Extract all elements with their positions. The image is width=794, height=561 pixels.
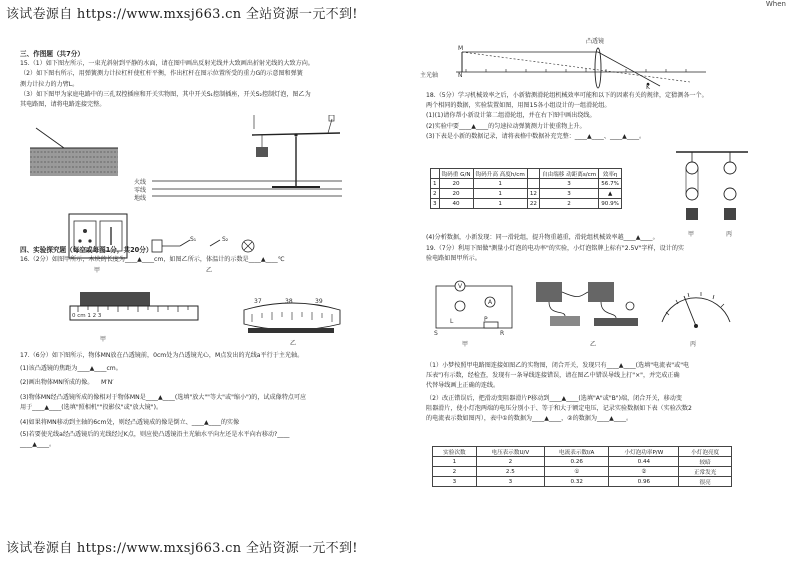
ruler-figure [68,290,203,330]
lens-label-convex: 凸透镜 [586,38,605,45]
table18-header [527,169,539,179]
fig-label-jia-3: 甲 [688,231,695,238]
table-cell: 3 [539,179,598,189]
table-cell: 0.44 [609,457,679,467]
q19-2a: （2）改正错误后，把滑动变阻器滑片P移动到____▲____(选填"A"或"B")端，闭合开关，移动变 [426,394,682,402]
table-cell: 2 [433,467,477,477]
q15-2b: 测力计拉力的力臂L。 [20,80,79,88]
table-cell: 2 [539,199,598,209]
section4-block [20,246,380,266]
table19-header: 小灯泡功率P/W [609,447,679,457]
q17-2-label: M′N′ [101,379,114,387]
table-cell: ▲ [599,189,622,199]
right-page [410,32,783,554]
table-cell: 0.96 [609,477,679,487]
q17-2-text: (2)画出物体MN所成的像。 [20,379,94,387]
lens-label-n: N [458,72,463,79]
q18-intro-b: 两个相同的数据，实验装置如图，用图15各小组设计的一组滑轮组。 [426,102,611,110]
q17-3b: 用于____▲____(选填"照相机""投影仪"或"放大镜")。 [20,403,163,411]
table-cell: 0.32 [545,477,609,487]
water-surface-figure [30,126,120,178]
switch-label-s2: S₂ [222,236,229,243]
table-cell: ② [609,467,679,477]
q19-1b: 压表")有示数，经检查，发现有一条导线连接错误，请在图乙中错误导线上打"×"，并完成正确 [426,372,680,380]
table-cell: 3 [539,189,598,199]
lens-ray-diagram [450,38,710,90]
table-cell: 56.7% [599,179,622,189]
table-row [431,199,622,209]
q18-1: (1)(1)请你帮小新设计第二组滑轮组，并在右下图中画出绕线。 [426,112,596,120]
q19-2c: 的电流表示数如图丙），表中①的数据为____▲____，②的数据为____▲____。 [426,415,633,423]
lens-label-m: M [458,45,464,52]
pulley-data-table [430,168,622,209]
q17-4: (4)如果将MN移动到主轴的6cm处，则经凸透镜成的像是倒立、____▲____的实像 [20,418,240,426]
q16-text: 16.（2分）如图甲所示，木块的长度为____▲____cm，如图乙所示，体温计的示数是____▲____℃ [20,256,285,264]
section4-heading: 四、实验探究题（每空或每图1分，共20分） [20,246,153,254]
q18-3: (3)下表是小新的数据记录，请将表格中数据补充完整：____▲____、____▲____。 [426,132,646,140]
q17-2 [20,379,380,388]
table18-header: 钩码升高 高度h/cm [473,169,527,179]
table-row [431,179,622,189]
q17-intro: 17.（6分）如下图所示，物体MN放在凸透镜前，0cm处为凸透镜光心，M点发出的光线a平行于主光轴。 [20,352,304,359]
table-cell: 很亮 [679,477,732,487]
q19-1a: （1）小梦按照甲电路图连接如图乙的实物图，闭合开关，发现只有____▲____(选填"电流表"或"电 [426,362,690,369]
table-cell: 3 [433,477,477,487]
table-cell: 1 [433,457,477,467]
q15-1: 15.（1）如下图左所示，一束光斜射到平静的水面，请在图中画出反射光线并大致画出折射光线的大致方向。 [20,60,314,68]
table18-header [431,169,440,179]
q19-block [426,362,782,426]
q18-2: (2)实验中要____▲____的匀速拉动弹簧测力计使重物上升。 [426,122,586,130]
corner-mark: When [765,0,786,8]
q15-3b: 其电路图，请将电路连接完整。 [20,100,106,108]
watermark-top: 该试卷源自 https://www.mxsj663.cn 全站资源一元不到! [6,7,358,22]
q15-3a: （3）如下图甲为家庭电路中的三孔双控插座和开关实物图，其中开关S₁控制插座，开关S₂控制灯泡，图乙为 [20,90,311,98]
table18-header: 钩码重 G/N [439,169,473,179]
fig-label-bing-1: 丙 [726,231,733,238]
q17-block [20,352,380,452]
q17-5b: ____▲____。 [20,441,56,449]
lens-label-axis: 主光轴 [420,72,439,79]
table-cell: 1 [473,189,527,199]
table-row [433,457,732,467]
table19-header-row [433,447,732,457]
table-row [433,477,732,487]
circuit-label-a: A [488,299,493,306]
table18-header: 效率η [599,169,622,179]
circuit-label-l: L [450,318,454,325]
left-page-text [20,50,380,111]
fig-label-jia-2: 甲 [100,336,107,343]
table19-header: 小灯泡亮度 [679,447,732,457]
q17-3a: (3)物体MN经凸透镜所成的像相对于物体MN是____▲____(选填"放大""等大"或"缩小")的，试成像特点可应 [20,393,307,401]
table-cell: 22 [527,199,539,209]
wire-label-neutral: 零线 [134,187,147,194]
q17-1: (1)该凸透镜的焦距为____▲____cm。 [20,364,122,372]
fig-label-jia-1: 甲 [94,267,101,274]
q15-2a: （2）如下图右所示，用弹簧测力计拉杠杆使杠杆平衡，作出杠杆在图示位置所受的重力G的示意图和弹簧 [20,70,303,78]
q18-4-q19-intro [426,234,782,265]
ruler-scale-label: 0 cm 1 2 3 [72,313,102,319]
circuit-label-v: V [458,283,463,290]
table-cell: 0.26 [545,457,609,467]
circuit-label-p: P [484,316,488,323]
table-cell: 1 [431,179,440,189]
lens-label-k: K [646,84,650,91]
pulley-figures [672,150,752,245]
fig-label-yi-3: 乙 [590,341,597,348]
circuit-label-r: R [500,330,505,337]
q19-intro-b: 验电路如图甲所示。 [426,254,481,262]
table-cell: 20 [439,179,473,189]
switch-label-s1: S₁ [190,236,197,243]
watermark-bottom: 该试卷源自 https://www.mxsj663.cn 全站资源一元不到! [6,541,358,556]
wire-label-live: 火线 [134,179,147,186]
thermo-tick-38: 38 [285,298,293,305]
section3-heading: 三、作图题（共7分） [20,50,84,58]
table19-header: 电压表示数U/V [476,447,544,457]
thermo-tick-37: 37 [254,298,262,305]
table-cell: 3 [431,199,440,209]
table-cell: ① [545,467,609,477]
table19-header: 实验次数 [433,447,477,457]
table-cell: 较暗 [679,457,732,467]
fig-label-yi-2: 乙 [290,340,297,347]
table-cell: 2.5 [476,467,544,477]
table-cell: 1 [473,179,527,189]
circuit-diagram-jia [430,276,520,336]
table-cell: 2 [476,457,544,467]
table19-header: 电流表示数I/A [545,447,609,457]
q18-block [426,92,782,143]
table-cell: 2 [431,189,440,199]
table-row [431,189,622,199]
table-cell: 40 [439,199,473,209]
q19-1c: 代替导线画上正确的连线。 [426,382,500,390]
fig-label-yi-1: 乙 [206,267,213,274]
table-cell: 20 [439,189,473,199]
thermo-tick-39: 39 [315,298,323,305]
lamp-power-table [432,446,732,487]
table-cell [527,179,539,189]
q17-5: (5)若要使光线a经凸透镜后的光线经过K点，则应使凸透镜沿主光轴水平向左还是水平向右移动?____ [20,431,290,439]
q18-intro-a: 18.（5分）学习机械效率之后，小新猜测滑轮组机械效率可能和以下的因素有关的规律，定猜测各一个。 [426,92,708,99]
table-cell: 12 [527,189,539,199]
wire-label-ground: 地线 [134,195,147,202]
q19-2b: 阻器滑片，使小灯泡两端的电压分别小于、等于和大于额定电压，记录实验数据如下表（实验次数2 [426,405,692,413]
table18-header-row [431,169,622,179]
thermometer-figure [242,302,342,342]
table-cell: 正常发光 [679,467,732,477]
wiring-lines [152,178,352,198]
table18-header: 自由端移 动距离s/cm [539,169,598,179]
q19-intro-a: 19.（7分）利用下图做"测量小灯泡的电功率"的实验，小灯泡铭牌上标有"2.5V"字样，设计的实 [426,244,685,252]
left-page [10,32,383,554]
table-cell: 3 [476,477,544,487]
physical-circuit-yi [530,276,650,340]
q18-4: (4)分析数据，小新发现：同一滑轮组，提升物重越重，滑轮组机械效率越____▲____。 [426,234,659,241]
table-cell: 90.9% [599,199,622,209]
fig-label-bing-2: 丙 [690,341,697,348]
ammeter-figure [656,282,736,332]
circuit-label-s: S [434,330,438,337]
table-row [433,467,732,477]
table-cell: 1 [473,199,527,209]
fig-label-jia-4: 甲 [462,341,469,348]
